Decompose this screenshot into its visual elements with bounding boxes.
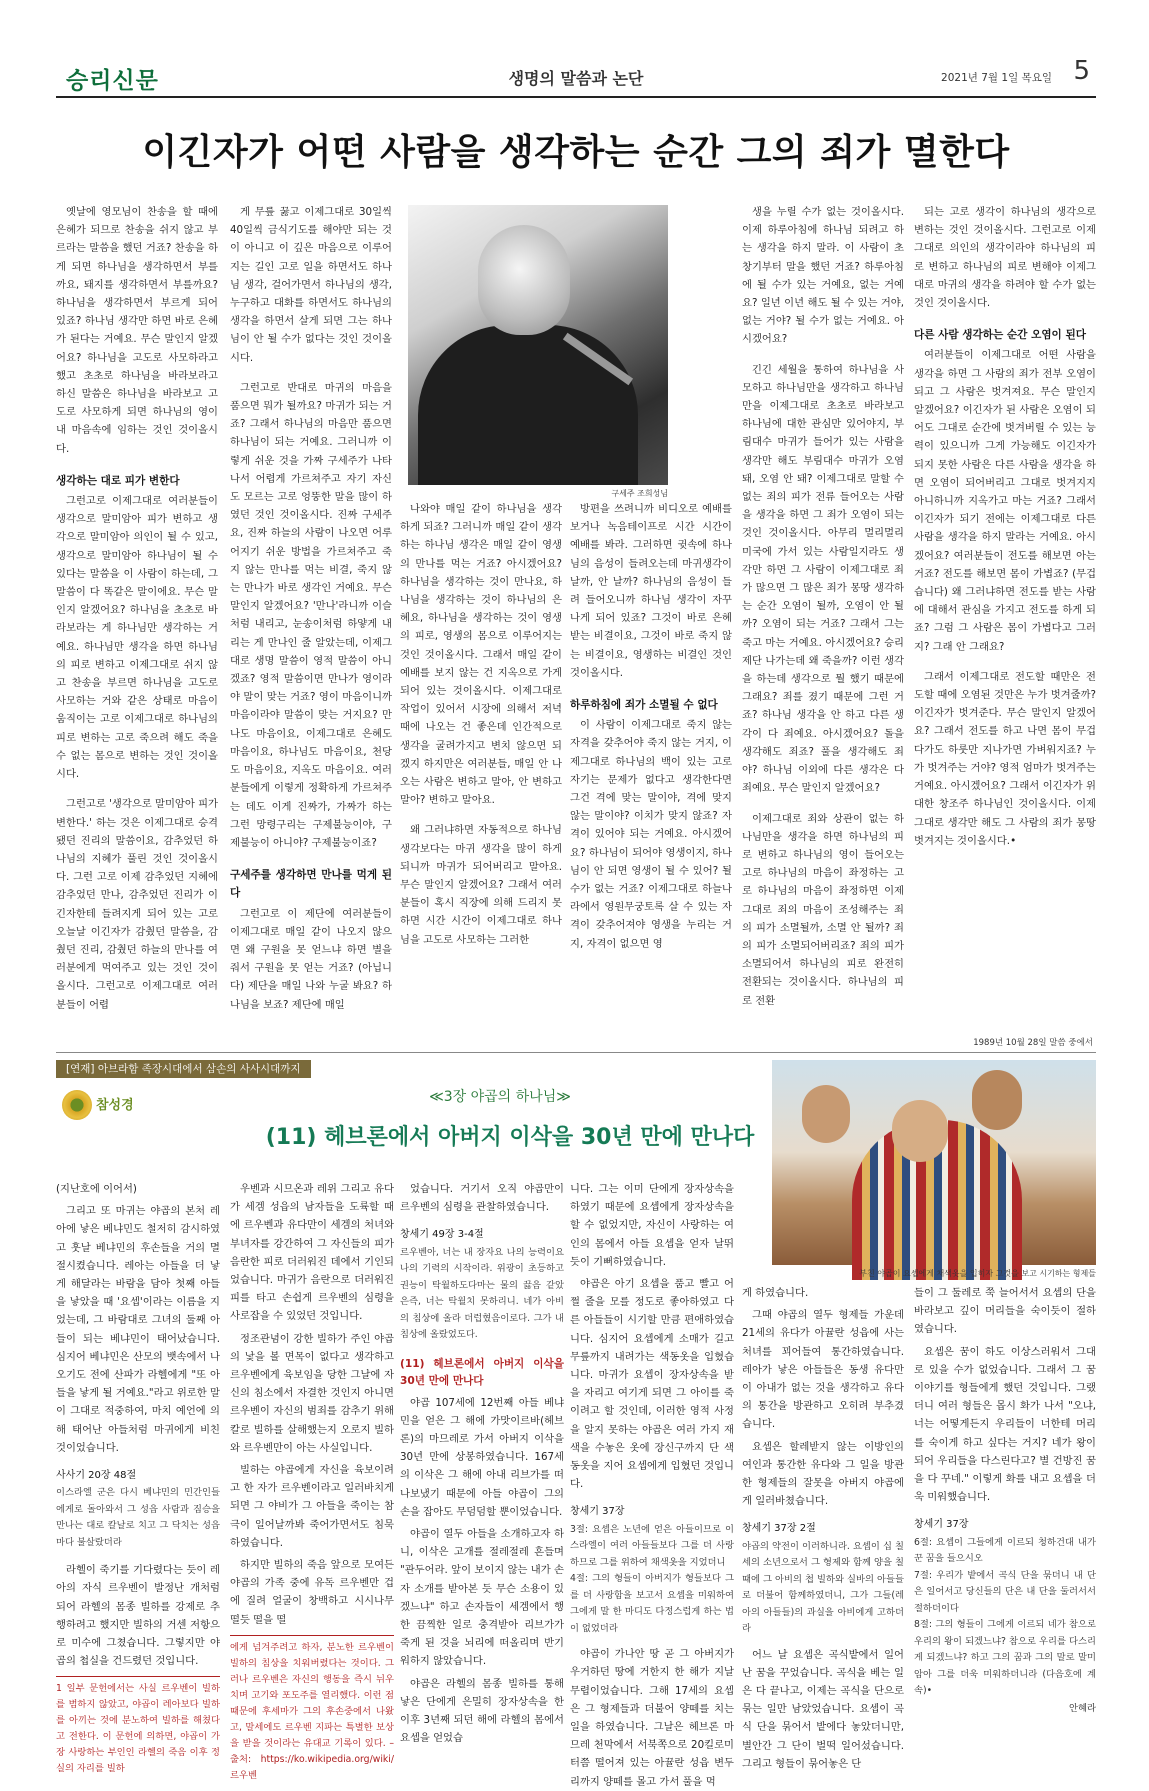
scripture-text: 8절: 그의 형들이 그에게 이르되 네가 참으로 우리의 왕이 되겠느냐? 참으로 우리를 다스리게 되겠느냐? 하고 그의 꿈과 그의 말로 말미암아 그를 더욱 미워하더니라 (다음호에 계속)• <box>914 1619 1096 1697</box>
masthead <box>56 56 1096 98</box>
paragraph: 생을 누릴 수가 없는 것이올시다. 이제 하루아침에 하나님 되려고 하는 생각을 하지 말라. 이 사람이 초창기부터 말을 했던 거죠? 하루아침에 될 수가 있는 거예요, 없는 거예요? 일년 이년 해도 될 수 있는 거야, 없는 거야? 될 수가 없는 거예요. 아시겠어요? <box>742 206 904 346</box>
scripture-reference: 창세기 37장 <box>914 1519 969 1531</box>
footnote: 1 일부 문헌에서는 사실 르우벤이 빌하를 범하지 않았고, 야곱이 레아보다 빌하를 아끼는 것에 분노하여 빌하를 해쳤다고 전한다. 이 문헌에 의하면, 야곱이 가장 사랑하는 부인인 라헬의 죽음 이후 정실의 자리를 빌하 <box>56 1676 220 1777</box>
paragraph: 정조관념이 강한 빌하가 주인 야곱의 낯을 볼 면목이 없다고 생각하고 르우벤에게 육보임을 당한 그날에 자신의 침소에서 자결한 것인지 아니면 르우벤이 자신의 범죄를 감추기 위해 칼로 빌하를 살해했는지 오로지 빌하와 르우벤만이 아는 사실입니다. <box>230 1332 394 1454</box>
serial-column-2 <box>230 1180 394 1781</box>
paragraph: 그런고로 반대로 마귀의 마음을 품으면 뭐가 될까요? 마귀가 되는 거죠? 그래서 하나님의 마음만 품으면 하나님이 되는 거예요. 그러니까 이렇게 쉬운 것을 가짜 구세주가 나타나서 어렵게 가르쳐주고 자기 자신도 모르는 고로 엉뚱한 말을 많이 하였던 것인 것이올시다. 진짜 구세주요, 진짜 하늘의 사람이 나오면 어루어지기 쉬운 방법을 가르쳐주고 죽지 않는 만나를 먹는 비결, 죽지 않는 만나가 바로 생각인 거예요. 무슨 말인지 알겠어요? '만나'라니까 이슬처럼 내리고, 눈송이처럼 하얗게 내리는 게 만나인 줄 알았는데, 이제그대로 생명 말씀이 영적 말씀이 아니겠죠? 영적 말씀이면 만나가 영이라야 말이 맞는 거죠? 영이 마음이니까 마음이라야 말씀이 맞는 거지요? 만나도 마음이요, 이제그대로 은혜도 마음이요, 하나님도 마음이요, 천당도 마음이요, 지옥도 마음이요. 여러분들에게 이렇게 정확하게 가르쳐주는 데도 이게 진짜가, 가짜가 하는 그런 망령구리는 구제불능이야, 구제불능이 아니야? 구제불능이죠? <box>230 381 392 849</box>
paragraph: 야곱이 열두 아들을 소개하고자 하니, 이삭은 고개를 절레절레 흔들며 "관두어라. 앞이 보이지 않는 내가 손자 소개를 받아본 듯 무슨 소용이 있겠느냐" 하고 손자들이 세겜에서 행한 끔찍한 일로 충격받아 리브가가 죽게 된 것을 뇌리에 떠올리며 반기워하지 않았습니다. <box>400 1528 564 1668</box>
section-divider <box>56 1052 1096 1053</box>
photo-face <box>478 225 570 335</box>
paragraph: 야곱 107세에 12번째 아들 베냐민을 얻은 그 해에 가맛이르바(헤브론)의 마므레로 가서 아버지 이삭을 30년 만에 상봉하였습니다. 167세의 이삭은 그 해에 아내 리브가를 떠나보냈기 때문에 아들 야곱이 그의 손을 잡아도 무덤덤할 뿐이었습니다. <box>400 1396 564 1518</box>
photo-caption: 부친 야곱이 요셉에게 채색옷을 입히자 그것을 보고 시기하는 형제들 <box>859 1269 1096 1278</box>
sermon-column-4 <box>570 500 732 1048</box>
paragraph: 었습니다. 거기서 오직 야곱만이 르우벤의 심령을 관찰하였습니다. <box>400 1183 564 1214</box>
serial-column-3 <box>400 1180 564 1745</box>
page-number: 5 <box>1073 56 1090 86</box>
serial-title: (11) 헤브론에서 아버지 이삭을 30년 만에 만나다 <box>265 1125 755 1150</box>
scripture-text: 7절: 우리가 밭에서 곡식 단을 묶더니 내 단은 일어서고 당신들의 단은 내 단을 둘러서서 절하더이다 <box>914 1569 1096 1614</box>
serial-column-4 <box>570 1180 734 1788</box>
paragraph: 이 사람이 이제그대로 죽지 않는 자격을 갖추어야 죽지 않는 거지, 이제그대로 하나님의 백이 있는 고로 자기는 문제가 없다고 생각한다면 그건 격에 맞는 말이야, 격에 맞지 않는 말이야? 이치가 맞지 않죠? 자격이 있어야 되는 거예요. 아시겠어요? 하나님이 되어야 영생이지, 하나님이 안 되면 영생이 될 수 있어? 될 수가 없는 거죠? 이제그대로 하늘나라에서 영원무궁토록 살 수 있는 자격이 갖추어져야 영생을 누리는 거지, 자격이 없으면 영 <box>570 719 732 950</box>
paragraph: 게 무릎 꿇고 이제그대로 30일씩 40일씩 금식기도를 해야만 되는 것이 아니고 이 깊은 마음으로 이루어지는 길인 고로 일을 하면서도 하나님 생각, 걸어가면서 하나님의 생각, 누구하고 대화를 하면서도 하나님의 생각을 하면서 살게 되면 그는 하나님이 안 될 수가 없다는 것인 것이올시다. <box>230 206 392 364</box>
paragraph: 왜 그러냐하면 자동적으로 하나님 생각보다는 마귀 생각을 많이 하게 되니까 마귀가 되어버리고 말아요. 무슨 말인지 알겠어요? 그래서 여러분들이 혹시 직장에 의해 드리지 못하면 시간 시간이 이제그대로 하나님을 고도로 사모하는 그러한 <box>400 824 562 946</box>
sermon-column-2 <box>230 203 392 1048</box>
subheading: 구세주를 생각하면 만나를 먹게 된다 <box>230 869 392 900</box>
photo-face <box>892 1100 948 1162</box>
paragraph: 야곱은 라헬의 몸종 빌하를 통해 낳은 단에게 은밀히 장자상속을 한 이후 3년째 되던 해에 라헬의 몸에서 요셉을 얻었습 <box>400 1677 564 1745</box>
paragraph: 나와야 매일 같이 하나님을 생각하게 되죠? 그러니까 매일 같이 생각하는 하나님 생각은 매일 같이 영생의 만나를 먹는 거죠? 아시겠어요? 하나님을 생각하는 것이 만나요, 하나님을 생각하는 것이 하나님의 은혜요, 하나님을 생각하는 것이 영생의 피로, 영생의 몸으로 이루어지는 것인 것이올시다. 그래서 매일 같이 예배를 보지 않는 건 지옥으로 가게 되어 있는 것이올시다. 이제그대로 작업이 있어서 시장에 의해서 저녁때에 나오는 건 좋은데 인간적으로 생각을 굴려가지고 변치 않으면 되겠지 하지만은 여러분들, 매일 안 나오는 사람은 변하고 말아, 안 변하고 말아? 변하고 말아요. <box>400 503 562 807</box>
scripture-text: 야곱의 약전이 이러하니라. 요셉이 십 칠세의 소년으로서 그 형제와 함께 양을 칠 때에 그 아비의 첩 빌하와 실바의 아들들로 더불어 함께하였더니, 그가 그들(레아의 아들들)의 과실을 아비에게 고하더라 <box>742 1540 904 1635</box>
paragraph: 그래서 이제그대로 전도할 때만은 전도할 때에 오염된 것만은 누가 벗겨줄까? 이긴자가 벗겨준다. 무슨 말인지 알겠어요? 그래서 전도를 하고 나면 몸이 무겁다가도 하룻만 지나가면 가벼워지죠? 누가 벗겨주는 거야? 영적 엄마가 벗겨주는 거예요. 아시겠어요? 그래서 이긴자가 위대한 창조주 하나님인 것이올시다. 이제그대로 생각만 해도 그 사람의 죄가 몽땅 벗겨지는 것이올시다.• <box>914 670 1096 847</box>
sunflower-logo-icon <box>62 1090 92 1120</box>
serial-column-5 <box>742 1284 904 1770</box>
sermon-column-3 <box>400 500 562 1048</box>
scripture-reference: 창세기 37장 <box>570 1506 625 1518</box>
photo-speaker <box>408 205 668 485</box>
scripture-reference: 창세기 49장 3-4절 <box>400 1229 484 1241</box>
paragraph: 요셉은 할레받지 않는 이방인의 여인과 통간한 유다와 그 일을 방관한 형제들의 잘못을 아버지 야곱에게 일러바쳤습니다. <box>742 1440 904 1508</box>
main-headline: 이긴자가 어떤 사람을 생각하는 순간 그의 죄가 멸한다 <box>142 132 1010 173</box>
footnote-continued: 에게 넘겨주려고 하자, 분노한 르우벤이 빌하의 침상을 치워버렸다는 것이다. 그러나 르우벤은 자신의 행동을 즉시 뉘우치며 고기와 포도주를 열리했다. 이런 점 때문에 후세마가 그의 후손중에서 나왔고, 말세에도 르우벤 지파는 특별한 보상을 받을 것이라는 유대교 기록이 있다. – 출처: https://ko.wikipedia.org/wiki/르우벤 <box>230 1635 394 1784</box>
paragraph: 옛날에 영모님이 찬송을 할 때에 은혜가 되므로 찬송을 쉬지 않고 부르라는 말씀을 했던 거죠? 찬송을 하게 되면 하나님을 생각하면서 부를까요, 돼지를 생각하면서 부를까요? 하나님을 생각하면서 부르게 되어 있죠? 하나님 생각만 하면 바로 은혜가 된다는 거예요. 무슨 말인지 알겠어요? 하나님을 고도로 사모하라고 했고 초초로 하나님을 바라보라고 하신 말씀은 하나님을 바라보고 고도로 사모하게 되면 하나님의 영이 내 마음속에 임하는 것인 것이올시다. <box>56 206 218 455</box>
paragraph: 그런고로 이 제단에 여러분들이 이제그대로 매일 같이 나오지 않으면 왜 구원을 못 얻느냐 하면 별을 줘서 구원을 못 얻는 거죠? (아닙니다) 제단을 매일 나와 누굴 봐요? 하나님을 보죠? 제단에 매일 <box>230 907 392 1011</box>
author-name: 안혜라 <box>1069 1702 1096 1714</box>
paragraph: 니다. 그는 이미 단에게 장자상속을 하였기 때문에 요셉에게 장자상속을 할 수 없었지만, 자신이 사랑하는 여인의 몸에서 아들 요셉을 얻자 날뛰듯이 기뻐하였습니다. <box>570 1183 734 1268</box>
paragraph: 들이 그 둘레로 쭉 늘어서서 요셉의 단을 바라보고 깊이 머리들을 숙이듯이 절하였습니다. <box>914 1287 1096 1336</box>
photo-caption: 구세주 조희성님 <box>611 489 668 498</box>
subheading: 생각하는 대로 피가 변한다 <box>56 474 180 487</box>
scripture-text: 이스라엘 군은 다시 베냐민의 민간인들에게로 돌아와서 그 성읍 사람과 짐승을 만나는 대로 칼날로 치고 그 닥치는 성읍마다 불살랐더라 <box>56 1487 220 1548</box>
subheading: 다른 사람 생각하는 순간 오염이 된다 <box>914 329 1086 342</box>
scripture-text: 6절: 요셉이 그들에게 이르되 청하건대 내가 꾼 꿈을 들으시오 <box>914 1536 1096 1565</box>
series-name: 참성경 <box>96 1098 134 1113</box>
paragraph: 그때 야곱의 열두 형제들 가운데 21세의 유다가 아뀰란 성읍에 사는 처녀를 꾀어들여 통간하였습니다. 레아가 낳은 아들들은 동생 유다만이 아내가 없는 것을 생각하고 유다의 통간을 방관하고 오히려 부추겼습니다. <box>742 1309 904 1431</box>
paragraph: 되는 고로 생각이 하나님의 생각으로 변하는 것인 것이올시다. 그런고로 이제그대로 의인의 생각이라야 하나님의 피로 변하고 하나님의 피로 변해야 이제그대로 마귀의 생각을 하려야 할 수가 없는 것인 것이올시다. <box>914 206 1096 310</box>
serial-column-1 <box>56 1180 220 1775</box>
paragraph: 야곱은 아기 요셉을 품고 빨고 어쩔 줄을 모를 정도로 좋아하였고 다른 아들들이 시기할 만큼 편애하였습니다. 심지어 요셉에게 소매가 길고 무릎까지 내려가는 색동옷을 입혔습니다. 마귀가 요셉이 장자상속을 받을 자리고 여기게 되면 그 아이를 죽이려고 할 것인데, 이러한 영적 사정을 알지 못하는 야곱은 여러 가지 재색을 수놓은 옷에 장신구까지 단 색동옷을 지어 요셉에게 입혔던 것입니다. <box>570 1278 734 1491</box>
scripture-reference: 사사기 20장 48절 <box>56 1470 137 1482</box>
issue-date: 2021년 7월 1일 목요일 <box>941 72 1052 84</box>
paragraph: 우벤과 시므온과 레위 그리고 유다가 세겜 성읍의 남자들을 도륙할 때에 르우벤과 유다만이 세겜의 처녀와 부녀자를 강간하여 그 자신들의 피가 음란한 피로 더러워진 데에서 기인되었습니다. 마귀가 음란으로 더러워진 피를 타고 손쉽게 르우벤의 심령을 사로잡을 수 있었던 것입니다. <box>230 1183 394 1323</box>
section-title: 생명의 말씀과 논단 <box>508 69 644 88</box>
paragraph: 요셉은 꿈이 하도 이상스러워서 그대로 있을 수가 없었습니다. 그래서 그 꿈이야기를 형들에게 했던 것입니다. 그랬더니 여러 형들은 몹시 화가 나서 "오냐, 너는 어떻게든지 우리들이 너한테 머리를 숙이게 하고 싶다는 거지? 네가 왕이 되어 우리들을 다스린다고? 별 건방진 꿈을 다 꾸네." 이렇게 화를 내고 요셉을 더욱 미워했습니다. <box>914 1345 1096 1504</box>
series-label: [연재] 아브라함 족장시대에서 삼손의 사사시대까지 <box>56 1060 311 1078</box>
paragraph: 야곱이 가나안 땅 곧 그 아버지가 우거하던 땅에 거한지 한 해가 지날 무렵이었습니다. 그해 17세의 요셉은 그 형제들과 더불어 양떼를 치는 일을 하였습니다. 그날은 헤브론 마므레 천막에서 서북쪽으로 20킬로미터쯤 떨어져 있는 아뀰란 성읍 변두리까지 양떼를 몰고 가서 풀을 먹 <box>570 1648 734 1788</box>
sermon-column-6 <box>914 203 1096 1023</box>
paragraph: 방편을 쓰려니까 비디오로 예배를 보거나 녹음테이프로 시간 시간이 예배를 봐라. 그러하면 귓속에 하나님의 음성이 들려오는데 마귀생각이 날까, 안 날까? 하나님의 음성이 들려 들어오니까 하나님 생각이 자꾸 나게 되어 있죠? 그것이 바로 은혜 받는 비결이요, 그것이 바로 죽지 않는 비결이요, 영생하는 비결인 것인 것이올시다. <box>570 503 732 679</box>
newspaper-brand: 승리신문 <box>66 68 159 94</box>
serial-column-6 <box>914 1284 1096 1714</box>
chapter-title: ≪3장 야곱의 하나님≫ <box>429 1089 571 1105</box>
photo-figure <box>418 325 638 485</box>
photo-face <box>802 1085 850 1143</box>
scripture-text: 4절: 그의 형들이 아버지가 형들보다 그를 더 사랑함을 보고서 요셉을 미워하여 그에게 말 한 마디도 다정스럽게 하는 법이 없었더라 <box>570 1573 734 1634</box>
sermon-date-note: 1989년 10월 28일 말씀 중에서 <box>973 1038 1093 1048</box>
photo-joseph-brothers <box>772 1060 1096 1265</box>
paragraph: 어느 날 요셉은 곡식밭에서 일어난 꿈을 꾸었습니다. 곡식을 베는 일은 다 끝나고, 이제는 곡식을 단으로 묶는 일만 남았었습니다. 요셉이 곡식 단을 묶어서 밭에다 놓았더니만, 별안간 그 단이 벌떡 일어섰습니다. 그리고 형들이 묶어놓은 단 <box>742 1648 904 1770</box>
paragraph: 여러분들이 이제그대로 어떤 사람을 생각을 하면 그 사람의 죄가 전부 오염이 되고 그 사람은 벗겨져요. 무슨 말인지 알겠어요? 이긴자가 된 사람은 오염이 되어도 그대로 순간에 벗겨버릴 수 있는 능력이 있으니까 그게 가능해도 이긴자가 되지 못한 사람은 다른 사람을 생각을 하면 오염이 되어버리고 그대로 벗겨지지 아니하니까 지옥가고 마는 거죠? 그래서 이긴자가 되기 전에는 이제그대로 다른 사람을 생각을 하지 말라는 거예요. 아시겠어요? 여러분들이 전도를 해보면 아는 거죠? 전도를 해보면 몸이 가볍죠? (무겁습니다) 왜 그러냐하면 전도를 받는 사람에 대해서 관심을 가지고 전도를 하게 되죠? 그럼 그 사람은 몸이 가볍다고 그러지? 그래 안 그래요? <box>914 349 1096 653</box>
paragraph: 하지만 빌하의 죽음 앞으로 모여든 야곱의 가족 중에 유독 르우벤만 겁에 질려 얼굴이 창백하고 시시나무 떨듯 떨을 떨 <box>230 1559 394 1626</box>
paragraph: (지난호에 이어서) <box>56 1183 137 1195</box>
sermon-column-1 <box>56 203 218 1048</box>
paragraph: 빌하는 야곱에게 자신을 육보이려고 한 자가 르우벤이라고 일러바치게 되면 그 야비가 그 아들을 죽이는 참극이 일어날까봐 죽어가면서도 침묵하였습니다. <box>230 1464 394 1549</box>
paragraph: 그런고로 '생각으로 말미암아 피가 변한다.' 하는 것은 이제그대로 승격됐던 진리의 말씀이요, 감추었던 하나님의 지혜가 풀린 것인 것이올시다. 그런 고로 이제 감추었던 지혜에 감추었던 만나, 감추었던 진리가 이긴자한테 들려지게 되어 있는 고로 오늘날 이긴자가 감췄던 말씀을, 감췄던 진리, 감췄던 하늘의 만나를 여러분에게 먹여주고 있는 것인 것이올시다. 그런고로 이제그대로 여러분들이 어렵 <box>56 798 218 1011</box>
scripture-text: 3절: 요셉은 노년에 얻은 아들이므로 이스라엘이 여러 아들들보다 그를 더 사랑하므로 그를 위하여 채색옷을 지었더니 <box>570 1523 734 1568</box>
photo-face <box>972 1070 1022 1130</box>
paragraph: 게 하였습니다. <box>742 1287 809 1299</box>
paragraph: 라헬이 죽기를 기다렸다는 듯이 레아의 자식 르우벤이 발정난 개처럼 되어 라헬의 몸종 빌하를 강제로 추행하려고 했지만 빌하의 거센 저항으로 미수에 그쳤습니다. 그렇지만 야곱의 첩실을 건드렸던 것입니다. <box>56 1564 220 1668</box>
paragraph: 이제그대로 죄와 상관이 없는 하나님만을 생각을 하면 하나님의 피로 변하고 하나님의 영이 들어오는 고로 하나님의 마음이 좌정하는 고로 하나님의 마음이 좌정하면 이제그대로 죄의 마음이 조성해주는 죄의 피가 소멸될까, 소멸 안 될까? 죄의 피가 소멸되어버리죠? 죄의 피가 소멸되어서 하나님의 피로 완전히 전환되는 것이올시다. 하나님의 피로 전환 <box>742 812 904 1007</box>
scripture-reference: 창세기 37장 2절 <box>742 1523 816 1535</box>
paragraph: 긴긴 세월을 통하여 하나님을 사모하고 하나님만을 생각하고 하나님만을 이제그대로 초초로 바라보고 하나님에 대한 관심만 있어야지, 부림대수 마귀가 들어가 있는 사람을 생각만 해도 부림대수 마귀가 오염돼, 오염 안 돼? 이제그대로 말할 수 없는 죄의 피가 전류 들어오는 사람을 생각을 하면 그 죄가 오염이 되는 것인 것이올시다. 아무리 멀리멀리 미국에 가서 있는 사람일지라도 생각만 하면 그 사람이 이제그대로 죄가 많으면 그 많은 죄가 몽땅 생각하는 순간 오염이 될까, 오염이 안 될까? 오염이 되는 거죠? 그래서 그는 죽고 마는 거예요. 아시겠어요? 승리제단 나가는데 왜 죽을까? 이런 생각을 하는데 생각으로 뭘 했기 때문에 그래요? 죄를 졌기 때문에 그런 거죠? 하나님 생각을 안 하고 다른 생각이 다 죄예요. 아시겠어요? 돌을 생각해도 죄죠? 풀을 생각해도 죄야? 하나님 이외에 다른 생각은 다 죄예요. 무슨 말인지 알겠어요? <box>742 363 904 795</box>
subheading: 하루하침에 죄가 소멸될 수 없다 <box>570 699 718 712</box>
scripture-text: 르우벤아, 너는 내 장자요 나의 능력이요 나의 기력의 시작이라. 위광이 초등하고 권능이 탁월하도다마는 물의 끓음 같았은즉, 너는 탁월치 못하리니. 네가 아비의 침상에 올라 더럽혔음이로다. 그가 내 침상에 올랐었도다. <box>400 1246 564 1341</box>
sermon-column-5 <box>742 203 904 1048</box>
paragraph: 그리고 또 마귀는 야곱의 본처 레아에 낳은 베냐민도 철저히 감시하였고 훗날 베냐민의 후손들을 거의 멸절시켰습니다. 레아는 아들을 더 낳게 해달라는 바람을 담아 첫째 아들을 낳았을 때 '요셉'이라는 이름을 지었는데, 그 바람대로 그녀의 둘째 아들이 되는 베냐민이 태어났습니다. 심지어 베냐민은 산모의 뱃속에서 나오기도 전에 산파가 라헬에게 "또 아들을 낳게 될 거예요."라고 위로한 말이 그대로 적중하여, 마치 예언에 의해 태어난 아들처럼 마귀에게 비친 것이었습니다. <box>56 1205 220 1454</box>
inline-subtitle: (11) 헤브론에서 아버지 이삭을 30년 만에 만나다 <box>400 1357 564 1387</box>
paragraph: 그런고로 이제그대로 여러분들이 생각으로 말미암아 피가 변하고 생각으로 말미암아 의인이 될 수 있고, 생각으로 말미암아 하나님이 될 수 있다는 말씀을 이 사람이 하는데, 그 말씀이 다 똑같은 말이에요. 무슨 말인지 알겠어요? 하나님을 초초로 바라보라는 게 하나님만 생각하는 거예요. 하나님만 생각을 하면 하나님의 피로 변하고 이제그대로 쉬지 않고 찬송을 부르면 하나님을 고도로 사모하는 거와 같은 상태로 마음이 움직이는 고로 이제그대로 하나님의 피로 변하는 고로 죽으려 해도 죽을 수 없는 몸으로 변하는 것인 것이올시다. <box>56 495 218 781</box>
